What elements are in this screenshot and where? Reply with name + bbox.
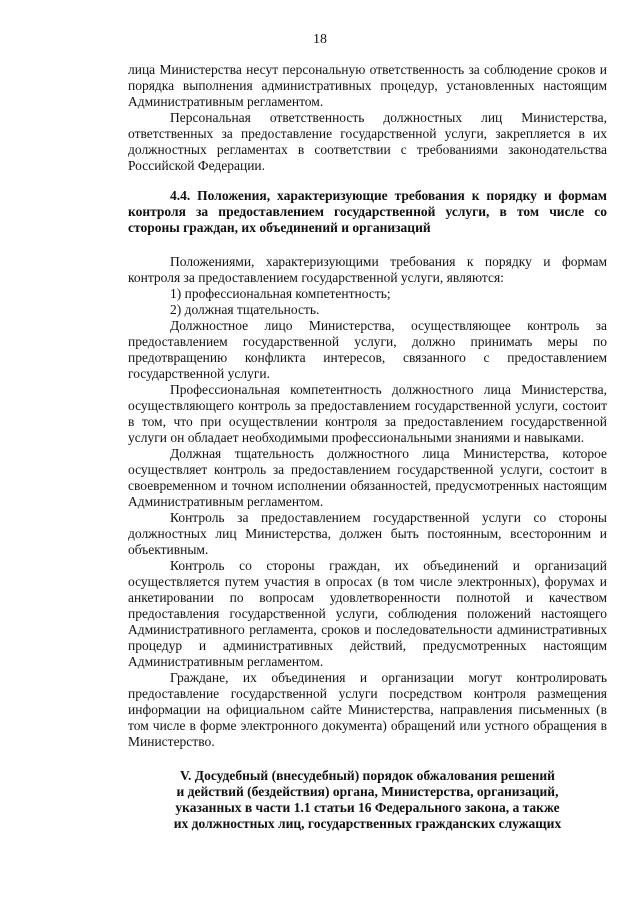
paragraph: Контроль со стороны граждан, их объединений и организаций осуществляется путем участия в опросах (в том числе электронных), форумах и анкетировании по вопросам удовлетворенности полнотой и качеством предоставления государственной услуги, соблюдения положений настоящего Административного регламента, сроков и последовательности административных процедур и административных действий, предусмотренных настоящим Административным регламентом. bbox=[128, 558, 607, 669]
section-heading-line: указанных в части 1.1 статьи 16 Федерального закона, а также bbox=[175, 800, 560, 815]
paragraph: Профессиональная компетентность должностного лица Министерства, осуществляющего контроль за предоставлением государственной услуги, состоит в том, что при осуществлении контроля за предоставлением государственной услуги он обладает необходимыми профессиональными знаниями и навыками. bbox=[128, 382, 607, 445]
section-heading-line: V. Досудебный (внесудебный) порядок обжалования решений bbox=[180, 768, 555, 783]
paragraph: Контроль за предоставлением государственной услуги со стороны должностных лиц Министерства, должен быть постоянным, всесторонним и объективным. bbox=[128, 510, 607, 557]
paragraph: Граждане, их объединения и организации могут контролировать предоставление государственной услуги посредством контроля размещения информации на официальном сайте Министерства, направления письменных (в том числе в форме электронного документа) обращений или устного обращения в Министерство. bbox=[128, 670, 607, 749]
section-heading-line: их должностных лиц, государственных гражданских служащих bbox=[173, 816, 562, 831]
page-number: 18 bbox=[313, 32, 327, 47]
paragraph: лица Министерства несут персональную ответственность за соблюдение сроков и порядка выполнения административных процедур, установленных настоящим Административным регламентом. bbox=[128, 62, 607, 109]
paragraph: Должная тщательность должностного лица Министерства, которое осуществляет контроль за предоставлением государственной услуги, состоит в своевременном и точном исполнении обязанностей, предусмотренных настоящим Административным регламентом. bbox=[128, 446, 607, 509]
section-heading-line: и действий (бездействия) органа, Министерства, организаций, bbox=[176, 784, 559, 799]
list-item: 2) должная тщательность. bbox=[170, 302, 320, 317]
paragraph: Персональная ответственность должностных лиц Министерства, ответственных за предоставление государственной услуги, закрепляется в их должностных регламентах в соответствии с требованиями законодательства Российской Федерации. bbox=[128, 110, 607, 173]
list-item: 1) профессиональная компетентность; bbox=[170, 286, 391, 301]
section-heading-5 bbox=[128, 768, 607, 832]
document-body bbox=[128, 62, 607, 832]
paragraph: Должностное лицо Министерства, осуществляющее контроль за предоставлением государственной услуги, должно принимать меры по предотвращению конфликта интересов, связанного с предоставлением государственной услуги. bbox=[128, 318, 607, 381]
paragraph: Положениями, характеризующими требования к порядку и формам контроля за предоставлением государственной услуги, являются: bbox=[128, 254, 607, 285]
section-heading-4-4: 4.4. Положения, характеризующие требования к порядку и формам контроля за предоставлением государственной услуги, в том числе со стороны граждан, их объединений и организаций bbox=[128, 188, 607, 235]
